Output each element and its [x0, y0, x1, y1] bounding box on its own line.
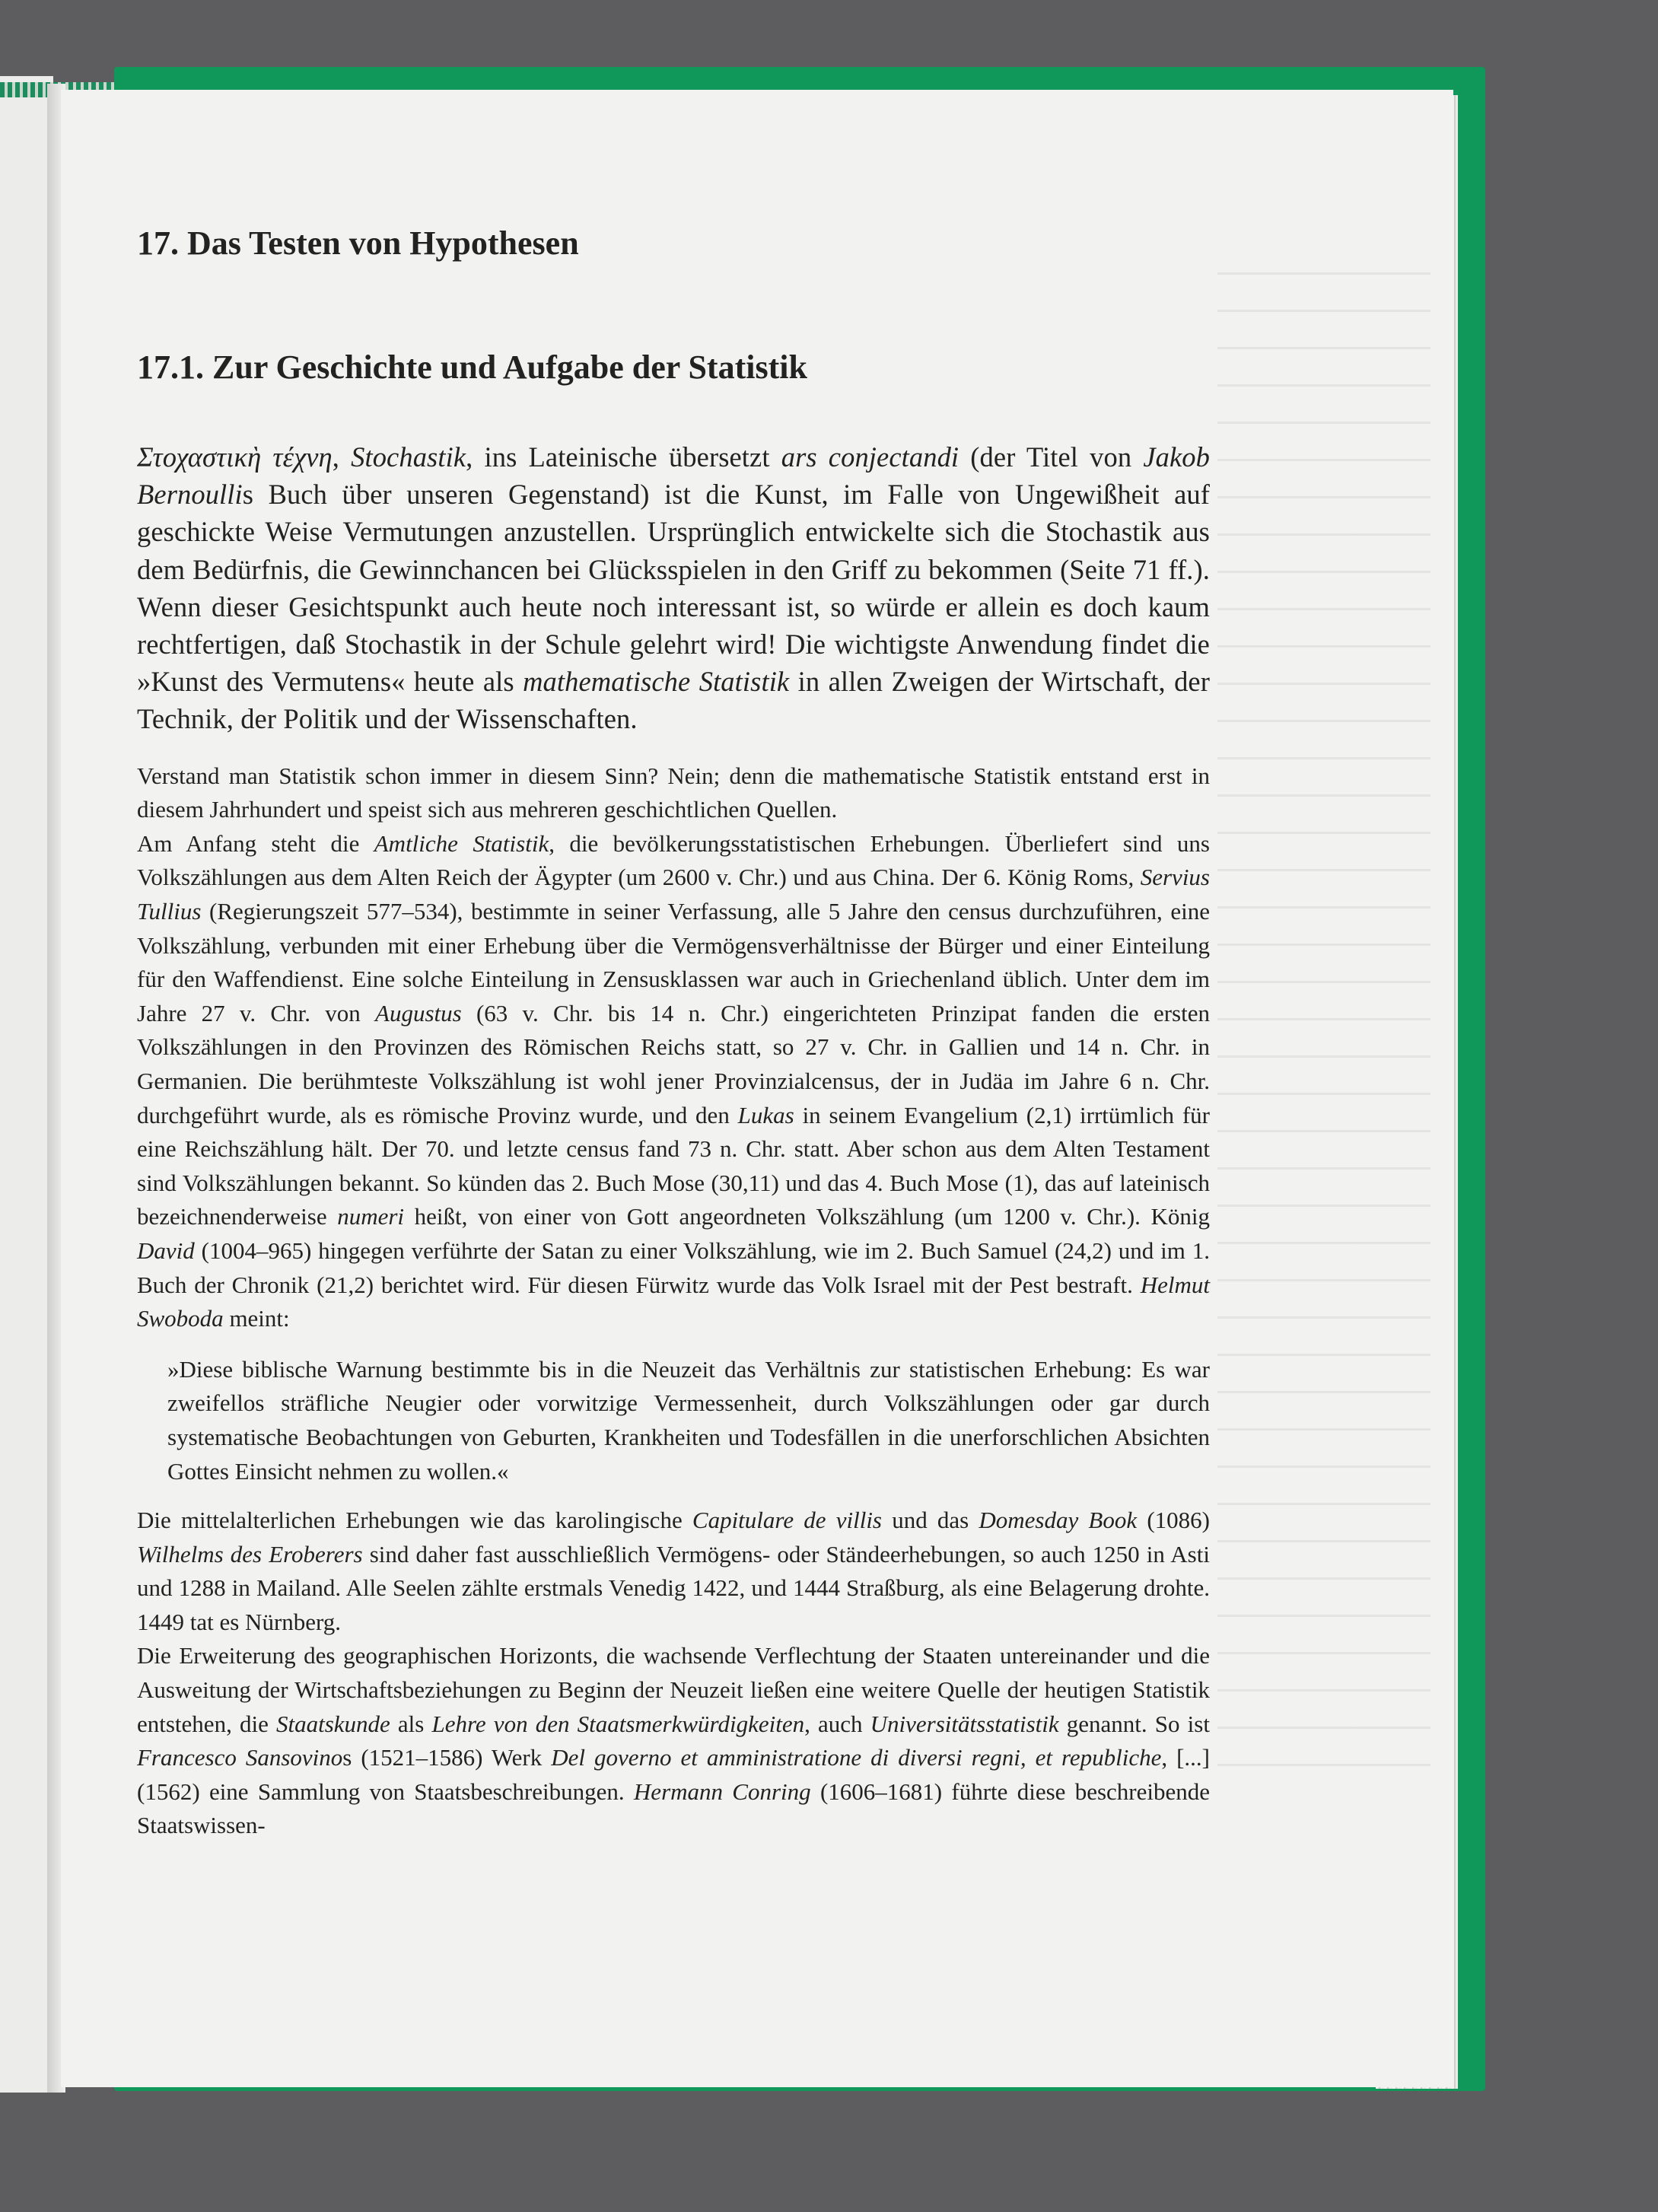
text: (1004–965) hingegen verführte der Satan zu einer Volkszählung, wie im 2. Buch Samuel (24,2) und im 1. Buch der Chronik (21,2) berichtet wird. Für diesen Fürwitz wurde das Volk Israel mit der Pest bestraft.: [137, 1236, 1210, 1298]
text: s (1521–1586) Werk: [342, 1744, 552, 1771]
paragraph-sources: Verstand man Statistik schon immer in diesem Sinn? Nein; denn die mathematische Statistik entstand erst in diesem Jahrhundert und speist sich aus mehreren geschichtlichen Quellen.: [137, 762, 1210, 823]
section-title: 17.1. Zur Geschichte und Aufgabe der Statistik: [137, 349, 807, 386]
text: sind daher fast ausschließlich Vermögens- oder Ständeerhebungen, so auch 1250 in Asti und 1288 in Mailand. Alle Seelen zählte erstmals Venedig 1422, und 1444 Straßburg, als eine Belagerung drohte. 1449 tat es Nürnberg.: [137, 1540, 1210, 1635]
intro-paragraph: [137, 438, 1210, 738]
name-augustus: Augustus: [375, 999, 462, 1026]
page-text: [137, 221, 1210, 1843]
text: , [...] (1562) eine Sammlung von Staatsbeschreibungen.: [137, 1744, 1210, 1805]
paragraph-medieval: [137, 1504, 1210, 1639]
show-through: [1217, 272, 1430, 1794]
name-bernoulli: Jakob Bernoulli: [137, 441, 1210, 511]
text: (1086): [1137, 1507, 1210, 1534]
text: , auch: [804, 1710, 870, 1737]
term-stochastik: Stochastik: [351, 441, 466, 473]
text: genannt. So ist: [1058, 1710, 1210, 1737]
text: s Buch über unseren Gegenstand) ist die Kunst, im Falle von Ungewißheit auf geschickte Weise Vermutungen anzustellen. Ursprünglich entwickelte sich die Stochastik aus dem Bedürfnis, die Gewinnchancen bei Glücksspielen in den Griff zu bekommen (Seite 71 ff.). Wenn dieser Gesichtspunkt auch heute noch interessant ist, so würde er allein es doch kaum rechtfertigen, daß Stochastik in der Schule gelehrt wird! Die wichtigste Anwendung findet die »Kunst des Vermutens« heute als: [137, 479, 1210, 698]
text: , ins Lateinische übersetzt: [466, 441, 781, 473]
text: und das: [882, 1507, 979, 1534]
greek-term: Στοχαστικὴ τέχνη: [137, 441, 333, 473]
name-david: David: [137, 1236, 195, 1264]
term-amtliche: Amtliche Statistik: [374, 829, 549, 857]
paragraph-staatskunde: [137, 1639, 1210, 1843]
term-capitulare: Capitulare de villis: [692, 1507, 882, 1534]
text: heißt, von einer von Gott angeordneten Volkszählung (um 1200 v. Chr.). König: [404, 1203, 1210, 1230]
name-lukas: Lukas: [737, 1101, 794, 1128]
paragraph-amtliche: [137, 827, 1210, 1336]
text: (1606–1681) führte diese beschreibende Staatswissen-: [137, 1778, 1210, 1839]
chapter-title: 17. Das Testen von Hypothesen: [137, 224, 579, 262]
term-mathstat: mathematische Statistik: [523, 666, 790, 698]
title-del-governo: Del governo et amministratione di diversi regni, et republiche: [551, 1744, 1162, 1771]
name-wilhelm: Wilhelms des Eroberers: [137, 1540, 363, 1567]
term-lehre: Lehre von den Staatsmerkwürdigkeiten: [431, 1710, 805, 1737]
text: meint:: [223, 1305, 290, 1332]
term-ars: ars conjectandi: [781, 441, 959, 473]
text: in seinem Evangelium (2,1) irrtümlich für eine Reichszählung hält. Der 70. und letzte census fand 73 n. Chr. statt. Aber schon aus dem Alten Testament sind Volkszählungen bekannt. So künden das 2. Buch Mose (30,11) und das 4. Buch Mose (1), das auf lateinisch bezeichnenderweise: [137, 1101, 1210, 1230]
name-servius: Servius Tullius: [137, 864, 1210, 925]
text: in allen Zweigen der Wirtschaft, der Technik, der Politik und der Wissenschaften.: [137, 666, 1210, 735]
text: Am Anfang steht die: [137, 829, 374, 857]
text: Die mittelalterlichen Erhebungen wie das karolingische: [137, 1507, 692, 1534]
text: ,: [332, 441, 352, 473]
book-spine-edge: [0, 76, 53, 2093]
term-domesday: Domesday Book: [979, 1507, 1138, 1534]
block-quote: »Diese biblische Warnung bestimmte bis in die Neuzeit das Verhältnis zur statistischen Erhebung: Es war zweifellos sträfliche Neugier oder vorwitzige Vermessenheit, durch Volkszählungen oder gar durch systematische Beobachtungen von Geburten, Krankheiten und Todesfällen in die unerforschlichen Absichten Gottes Einsicht nehmen zu wollen.«: [167, 1355, 1210, 1485]
text: als: [390, 1710, 432, 1737]
name-sansovino: Francesco Sansovino: [137, 1744, 343, 1771]
text: (der Titel von: [959, 441, 1144, 473]
text: (Regierungszeit 577–534), bestimmte in seiner Verfassung, alle 5 Jahre den census durchzuführen, eine Volkszählung, verbunden mit einer Erhebung über die Vermögensverhältnisse der Bürger und einer Einteilung für den Waffendienst. Eine solche Einteilung in Zensusklassen war auch in Griechenland üblich. Unter dem im Jahre 27 v. Chr. von: [137, 898, 1210, 1026]
text: Die Erweiterung des geographischen Horizonts, die wachsende Verflechtung der Staaten untereinander und die Ausweitung der Wirtschaftsbeziehungen zu Beginn der Neuzeit ließen eine weitere Quelle der heutigen Statistik entstehen, die: [137, 1642, 1210, 1737]
name-conring: Hermann Conring: [633, 1778, 811, 1805]
term-numeri: numeri: [337, 1203, 405, 1230]
term-staatskunde: Staatskunde: [275, 1710, 390, 1737]
text: (63 v. Chr. bis 14 n. Chr.) eingerichteten Prinzipat fanden die ersten Volkszählungen in den Provinzen des Römischen Reichs statt, so 27 v. Chr. in Gallien und 14 n. Chr. in Germanien. Die berühmteste Volkszählung ist wohl jener Provinzialcensus, der in Judäa im Jahre 6 n. Chr. durchgeführt wurde, als es römische Provinz wurde, und den: [137, 999, 1210, 1128]
name-swoboda: Helmut Swoboda: [137, 1271, 1210, 1332]
term-universitaetsstatistik: Universitätsstatistik: [870, 1710, 1059, 1737]
text: , die bevölkerungsstatistischen Erhebungen. Überliefert sind uns Volkszählungen aus dem Alten Reich der Ägypter (um 2600 v. Chr.) und aus China. Der 6. König Roms,: [137, 829, 1210, 891]
